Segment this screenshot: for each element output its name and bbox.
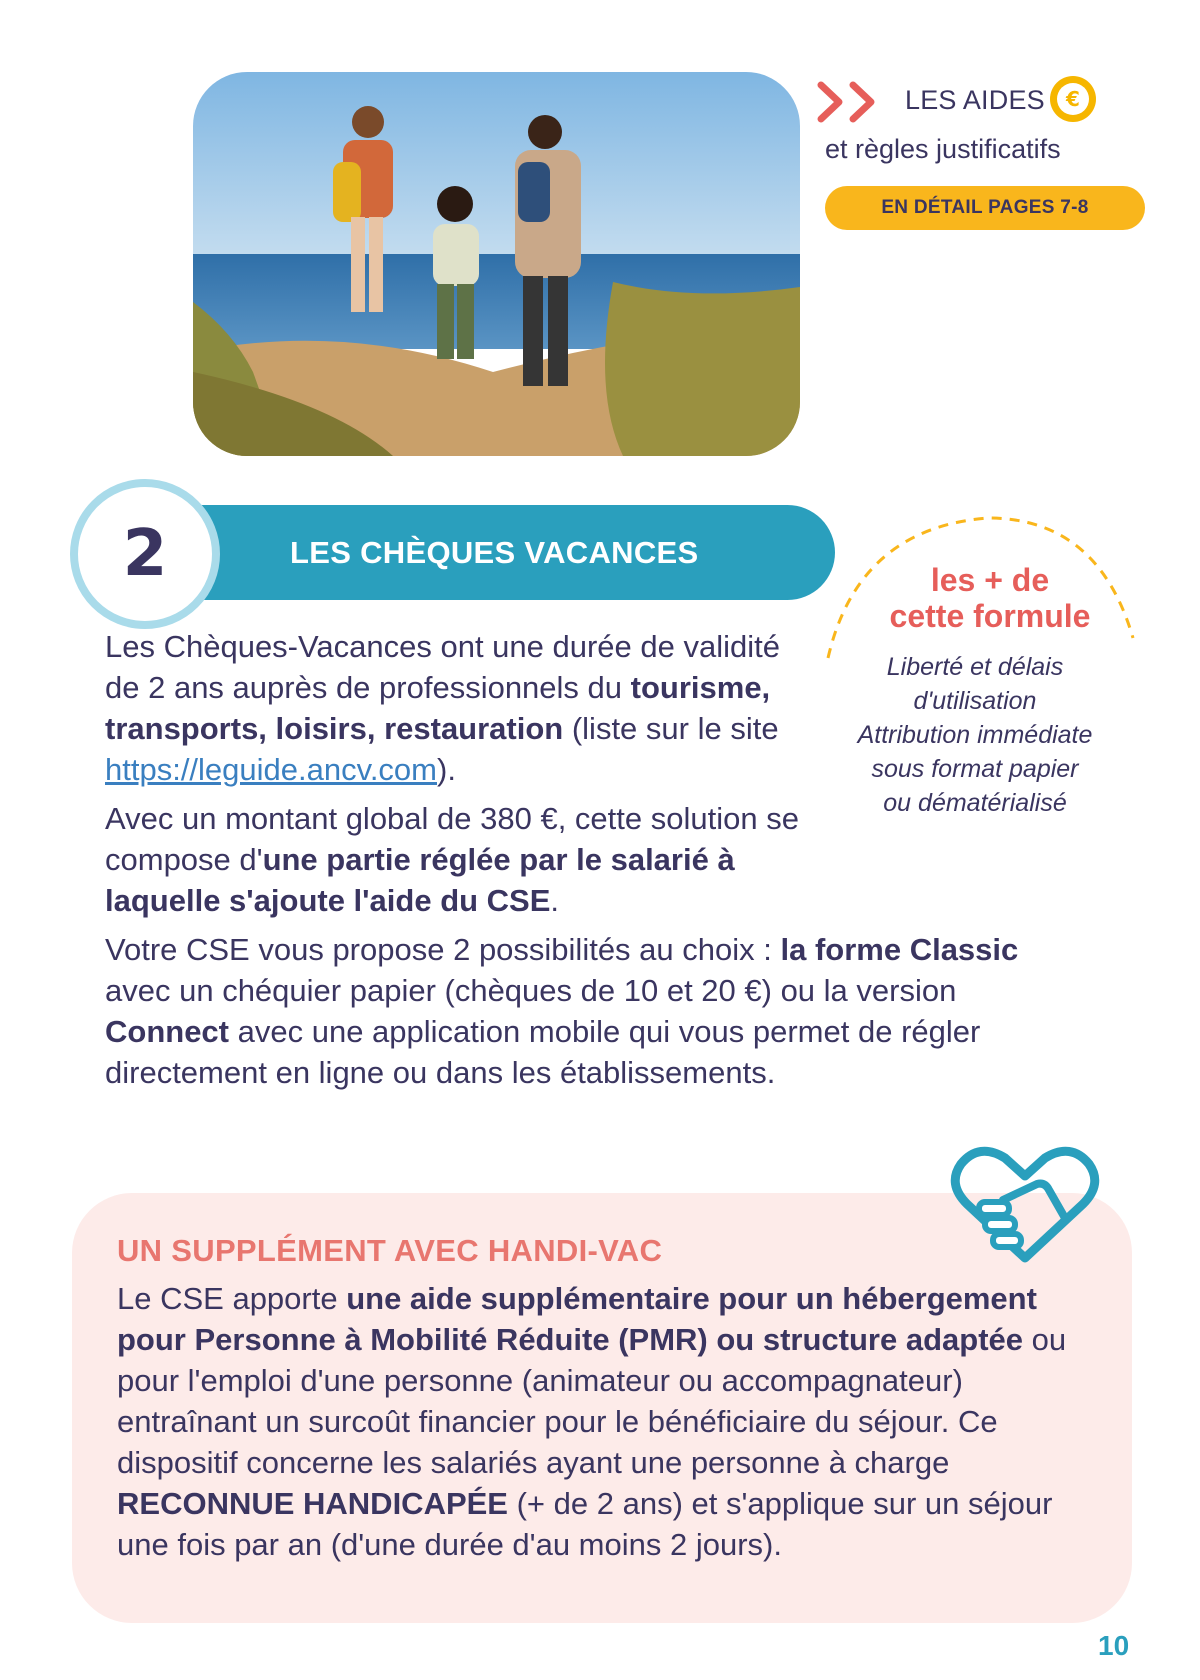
section-header-bar — [170, 505, 835, 600]
paragraph-options — [105, 929, 1040, 1093]
plus-item: Liberté et délais — [886, 653, 1064, 681]
plus-item: Attribution immédiate — [857, 721, 1093, 749]
text: avec une application mobile qui vous permet de régler directement en ligne ou dans les établissements. — [105, 1014, 981, 1090]
heart-handshake-icon — [945, 1140, 1105, 1270]
plus-title-line2: cette formule — [889, 598, 1091, 634]
paragraph-validity — [105, 626, 805, 790]
text-bold: tourisme, transports, loisirs, restauration — [105, 670, 771, 746]
page-number: 10 — [1098, 1630, 1130, 1661]
text: Votre CSE vous propose 2 possibilités au choix : — [105, 932, 781, 967]
double-chevron-right-icon — [815, 79, 885, 125]
text: ou pour l'emploi d'une personne (animateur ou accompagnateur) entraînant un surcoût financier pour le bénéficiaire du séjour. Ce dispositif concerne les salariés ayant une personne à charge — [117, 1322, 1067, 1480]
handivac-title: UN SUPPLÉMENT AVEC HANDI-VAC — [117, 1233, 663, 1268]
text: Avec un montant global de 380 €, cette solution se compose d' — [105, 801, 799, 877]
text: . — [550, 883, 560, 918]
aides-callout — [815, 76, 1155, 236]
section-number-badge — [70, 479, 220, 629]
aides-title: LES AIDES — [905, 85, 1045, 115]
text-bold: Connect — [105, 1014, 229, 1049]
text-bold: une aide supplémentaire pour un hébergement pour Personne à Mobilité Réduite (PMR) ou structure adaptée — [117, 1281, 1037, 1357]
plus-title-line1: les + de — [930, 562, 1050, 598]
ancv-link[interactable]: https://leguide.ancv.com — [105, 752, 437, 787]
text: (+ de 2 ans) et s'applique sur un séjour une fois par an (d'une durée d'au moins 2 jours). — [117, 1486, 1053, 1562]
section-title: LES CHÈQUES VACANCES — [290, 534, 699, 570]
euro-symbol: € — [1057, 83, 1089, 115]
plus-item: sous format papier — [871, 755, 1079, 783]
family-beach-photo — [193, 72, 800, 456]
euro-coin-icon — [1050, 76, 1096, 122]
text-bold: une partie réglée par le salarié à laquelle s'ajoute l'aide du CSE — [105, 842, 735, 918]
plus-title — [860, 562, 1120, 634]
text: ). — [437, 752, 456, 787]
paragraph-amount — [105, 798, 855, 921]
detail-pages-badge: EN DÉTAIL PAGES 7-8 — [825, 186, 1145, 230]
plus-item: d'utilisation — [913, 687, 1037, 715]
text: Les Chèques-Vacances ont une durée de validité de 2 ans auprès de professionnels du — [105, 629, 780, 705]
handivac-text — [117, 1278, 1107, 1565]
main-body — [105, 626, 1065, 1101]
text: (liste sur le site — [563, 711, 779, 746]
text-bold: la forme Classic — [780, 932, 1019, 967]
text-bold: RECONNUE HANDICAPÉE — [117, 1486, 508, 1521]
section-number: 2 — [122, 517, 168, 591]
text: avec un chéquier papier (chèques de 10 et 20 €) ou la version — [105, 973, 957, 1008]
plus-item: ou dématérialisé — [883, 789, 1067, 817]
aides-subtitle: et règles justificatifs — [825, 134, 1061, 164]
text: Le CSE apporte — [117, 1281, 347, 1316]
